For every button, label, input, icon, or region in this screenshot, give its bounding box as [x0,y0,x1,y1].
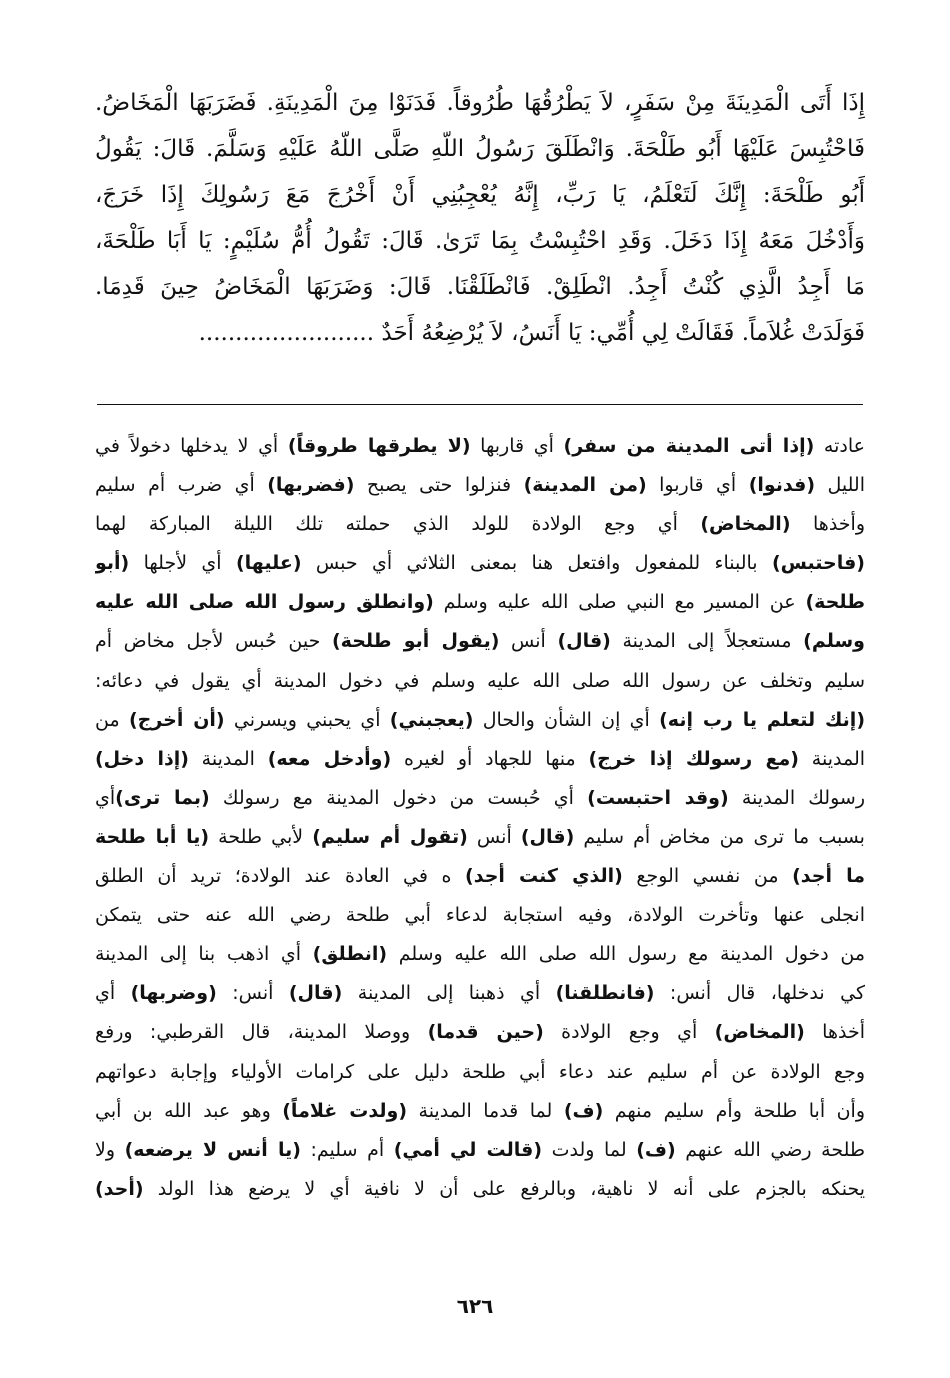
commentary-line [95,1131,865,1170]
hadith-line: مَا أَجِدُ الَّذِي كُنْتُ أَجِدُ. انْطَلِقْ. فَانْطَلَقْنَا. قَالَ: وَضَرَبَهَا الْمَخَاضُ حِينَ قَدِمَا. [95,274,865,300]
commentary-text: أي [95,982,131,1005]
commentary-text: ووصلا المدينة، قال القرطبي: ورفع [95,1021,428,1044]
commentary-text: أنس: [216,982,289,1005]
commentary-text: أي [95,786,116,809]
commentary-text: وهو عبد الله بن أبي [95,1099,283,1122]
quoted-phrase: (وأدخل معه) [267,747,392,770]
commentary-line [95,818,865,857]
commentary-line [95,974,865,1013]
hadith-line: أَبُو طَلْحَةَ: إِنَّكَ لَتَعْلَمُ، يَا رَبِّ، إِنَّهُ يُعْجِبُنِي أَنْ أَخْرُجَ مَعَ رَسُولِكَ إِذَا خَرَجَ، [95,182,865,208]
quoted-phrase: (لا يطرقها طروقاً) [287,435,471,457]
commentary-line [95,896,865,935]
quoted-phrase: (يا أنس لا يرضعه) [124,1138,301,1161]
commentary-line [95,779,865,818]
commentary-text: أم سليم: [300,1138,394,1161]
commentary-text: أي لا يدخلها دخولاً في [95,435,288,457]
hadith-text-block [95,80,865,356]
quoted-phrase: وسلم) [803,630,865,653]
commentary-text: أي لأجلها [129,552,236,575]
commentary-text: ولا [95,1138,125,1161]
commentary-text: أي وجع الولادة للولد الذي حملته تلك الليلة المباركة لهما [95,513,701,536]
commentary-text: لأبي طلحة [209,825,313,848]
commentary-text: أي قاربوا [646,474,749,497]
commentary-line [95,662,865,701]
quoted-phrase: (حين قدما) [427,1021,544,1044]
commentary-text: وأن أبا طلحة وأم سليم منهم [603,1099,865,1122]
commentary-text: عادته [814,435,865,457]
quoted-phrase: (يا أبا طلحة [95,825,210,848]
commentary-line [95,466,865,505]
commentary-text: حين حُبس لأجل مخاض أم [95,630,332,653]
commentary-line [95,622,865,661]
commentary-text: أخذها [804,1021,865,1044]
quoted-phrase: (ولدت غلاماً) [282,1099,408,1122]
commentary-line [95,1053,865,1092]
quoted-phrase: (مع رسولك إذا خرج) [588,747,799,770]
commentary-line [95,427,865,466]
commentary-text: أي قاربها [470,435,564,457]
commentary-line [95,857,865,896]
quoted-phrase: (وانطلق رسول الله صلى الله عليه [95,591,434,614]
commentary-text: سليم وتخلف عن رسول الله صلى الله عليه وسلم في دخول المدينة أي يقول في دعائه: [95,669,865,692]
commentary-line [95,1092,865,1131]
commentary-text: ه في العادة عند الولادة؛ تريد أن الطلق [95,865,466,888]
commentary-text: وجع الولادة عن أم سليم عند دعاء أبي طلحة دليل على كرامات الأولياء وإجابة دعواتهم [95,1060,865,1083]
commentary-line [95,544,865,583]
commentary-text: كي ندخلها، قال أنس: [654,982,865,1005]
commentary-text: طلحة رضي الله عنهم [675,1138,865,1161]
hadith-line: إِذَا أَتَى الْمَدِينَةَ مِنْ سَفَرٍ، لاَ يَطْرُقُهَا طُرُوقاً. فَدَنَوْا مِنَ الْمَدِينَةِ. فَضَرَبَهَا الْمَخَاضُ. [95,90,865,116]
quoted-phrase: (تقول أم سليم) [312,825,468,848]
quoted-phrase: (ف) [636,1138,676,1161]
hadith-line: فَاحْتُبِسَ عَلَيْهَا أَبُو طَلْحَةَ. وَانْطَلَقَ رَسُولُ اللّهِ صَلَّى اللّهُ عَلَيْهِ وَسَلَّمَ. قَالَ: يَقُولُ [95,136,865,162]
quoted-phrase: (يقول أبو طلحة) [331,630,500,653]
quoted-phrase: (بما ترى) [115,786,210,809]
hadith-line: فَوَلَدَتْ غُلاَماً. فَقَالَتْ لِي أُمِّي: يَا أَنَسُ، لاَ يُرْضِعُهُ أَحَدٌ ........................ [198,320,865,346]
quoted-phrase: (فاحتبس) [771,552,865,575]
commentary-text: المدينة [188,747,268,770]
quoted-phrase: (الذي كنت أجد) [465,865,623,888]
commentary-line [95,1013,865,1052]
quoted-phrase: (من المدينة) [523,474,647,497]
quoted-phrase: (أحد) [95,1177,144,1200]
quoted-phrase: (قال) [520,825,575,848]
quoted-phrase: (المخاض) [714,1021,805,1044]
quoted-phrase: (إنك لتعلم يا رب إنه) [659,708,865,731]
commentary-text: أي ضرب أم سليم [95,474,268,497]
commentary-text: أي حُبست من دخول المدينة مع رسولك [209,786,588,809]
quoted-phrase: (أبو [95,552,130,575]
commentary-text: لما قدما المدينة [407,1099,564,1122]
commentary-text: انجلى عنها وتأخرت الولادة، وفيه استجابة لدعاء أبي طلحة رضي الله عنه حتى يتمكن [95,904,865,927]
commentary-text: أي إن الشأن والحال [473,708,660,731]
quoted-phrase: (إذا أتى المدينة من سفر) [563,435,815,457]
quoted-phrase: (قال) [288,982,343,1005]
quoted-phrase: (فضربها) [267,474,355,497]
commentary-text: يحنكه بالجزم على أنه لا ناهية، وبالرفع على أن لا نافية أي لا يرضع هذا الولد [143,1177,865,1200]
commentary-line [95,701,865,740]
commentary-text: أي وجع الولادة [543,1021,715,1044]
quoted-phrase: (فدنوا) [748,474,816,497]
footnote-divider [97,404,863,405]
quoted-phrase: (فانطلقنا) [555,982,655,1005]
commentary-text: بسبب ما ترى من مخاض أم سليم [574,825,865,848]
quoted-phrase: (وضربها) [130,982,217,1005]
commentary-text: أي اذهب بنا إلى المدينة [95,943,313,966]
commentary-line [95,583,865,622]
commentary-text: منها للجهاد أو لغيره [391,747,589,770]
commentary-text: لما ولدت [542,1138,637,1161]
quoted-phrase: (يعجبني) [389,708,474,731]
commentary-text: الليل [815,474,865,497]
commentary-text: أنس [467,825,521,848]
quoted-phrase: (أن أخرج) [128,708,225,731]
commentary-line [95,1170,865,1209]
quoted-phrase: (ف) [563,1099,604,1122]
commentary-line [95,505,865,544]
hadith-line: وَأَدْخُلَ مَعَهُ إِذَا دَخَلَ. وَقَدِ احْتُبِسْتُ بِمَا تَرَىٰ. قَالَ: تَقُولُ أُمُّ سُلَيْمٍ: يَا أَبَا طَلْحَةَ، [95,228,865,254]
quoted-phrase: (وقد احتبست) [587,786,729,809]
commentary-text: من [95,708,129,731]
quoted-phrase: ما أجد) [792,865,865,888]
commentary-line [95,740,865,779]
quoted-phrase: طلحة) [805,591,865,614]
quoted-phrase: (قالت لي أمي) [393,1138,543,1161]
commentary-text: رسولك المدينة [728,786,865,809]
commentary-text: أي يحبني ويسرني [224,708,390,731]
commentary-text: المدينة [799,747,865,770]
commentary-block [95,427,865,1209]
commentary-text: عن المسير مع النبي صلى الله عليه وسلم [433,591,806,614]
quoted-phrase: (عليها) [235,552,302,575]
quoted-phrase: (انطلق) [312,943,388,966]
quoted-phrase: (قال) [557,630,611,653]
commentary-text: بالبناء للمفعول وافتعل هنا بمعنى الثلاثي أي حبس [301,552,772,575]
quoted-phrase: (إذا دخل) [95,747,189,770]
commentary-text: من نفسي الوجع [622,865,793,888]
quoted-phrase: (المخاض) [700,513,791,536]
commentary-line [95,935,865,974]
page-number: ٦٢٦ [456,1294,494,1318]
commentary-text: أي ذهبنا إلى المدينة [342,982,556,1005]
commentary-text: وأخذها [790,513,865,536]
commentary-text: أنس [499,630,558,653]
commentary-text: مستعجلاً إلى المدينة [610,630,804,653]
commentary-text: من دخول المدينة مع رسول الله صلى الله عليه وسلم [387,943,865,966]
commentary-text: فنزلوا حتى يصبح [354,474,524,497]
